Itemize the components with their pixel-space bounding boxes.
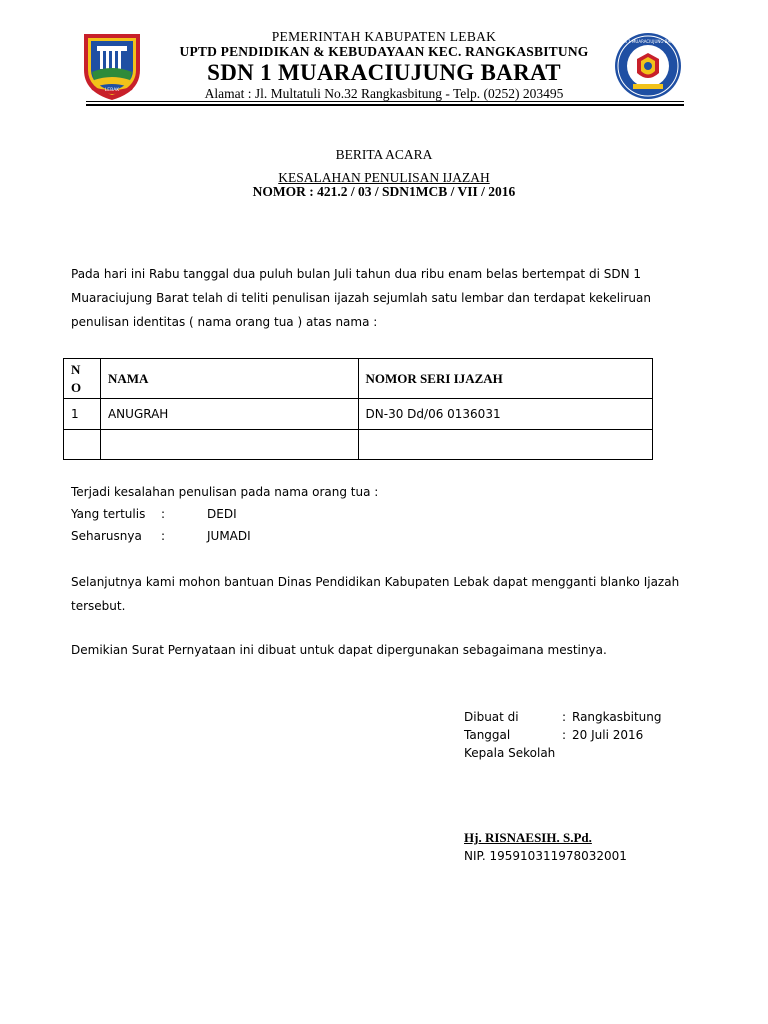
- written-colon: :: [161, 507, 166, 521]
- request-line-2: tersebut.: [71, 599, 126, 613]
- document-subtitle: KESALAHAN PENULISAN IJAZAH: [278, 170, 490, 185]
- written-label: Yang tertulis: [71, 507, 146, 521]
- written-value: DEDI: [207, 507, 237, 521]
- letterhead-government: PEMERINTAH KABUPATEN LEBAK: [271, 29, 497, 44]
- letterhead-divider-thick: [86, 104, 684, 106]
- table-header-row: [64, 359, 653, 399]
- should-label: Seharusnya: [71, 529, 142, 543]
- intro-line-3: penulisan identitas ( nama orang tua ) atas nama :: [71, 315, 378, 329]
- cell-nama: ANUGRAH: [100, 399, 358, 430]
- should-colon: :: [161, 529, 166, 543]
- signatory-name: Hj. RISNAESIH. S.Pd.: [464, 830, 592, 845]
- cell-seri: DN-30 Dd/06 0136031: [358, 399, 652, 430]
- place-colon: :: [562, 710, 567, 724]
- header-nama: NAMA: [100, 359, 358, 399]
- intro-line-1: Pada hari ini Rabu tanggal dua puluh bulan Juli tahun dua ribu enam belas bertempat di SDN 1: [71, 267, 641, 281]
- intro-line-2: Muaraciujung Barat telah di teliti penulisan ijazah sejumlah satu lembar dan terdapat kekeliruan: [71, 291, 651, 305]
- letterhead-school-name: SDN 1 MUARACIUJUNG BARAT: [207, 60, 561, 85]
- cell-no: [64, 430, 101, 460]
- cell-nama: [100, 430, 358, 460]
- header-no-line1: N: [71, 361, 81, 377]
- letterhead-divider-thin: [86, 101, 684, 102]
- signatory-position: Kepala Sekolah: [464, 746, 556, 760]
- svg-text:LEBAK: LEBAK: [104, 88, 120, 93]
- closing-statement: Demikian Surat Pernyataan ini dibuat untuk dapat dipergunakan sebagaimana mestinya.: [71, 643, 607, 657]
- cell-seri: [358, 430, 652, 460]
- svg-text:SDN 1 MUARACIUJUNG BARAT: SDN 1 MUARACIUJUNG BARAT: [618, 39, 678, 44]
- error-intro: Terjadi kesalahan penulisan pada nama orang tua :: [71, 485, 379, 499]
- letterhead-agency: UPTD PENDIDIKAN & KEBUDAYAAN KEC. RANGKASBITUNG: [179, 44, 589, 59]
- date-label: Tanggal: [464, 728, 511, 742]
- place-label: Dibuat di: [464, 710, 519, 724]
- request-line-1: Selanjutnya kami mohon bantuan Dinas Pendidikan Kabupaten Lebak dapat mengganti blanko Ijazah: [71, 575, 680, 589]
- should-value: JUMADI: [207, 529, 251, 543]
- signatory-nip: NIP. 195910311978032001: [464, 849, 627, 863]
- place-value: Rangkasbitung: [572, 710, 662, 724]
- document-number: NOMOR : 421.2 / 03 / SDN1MCB / VII / 2016: [252, 184, 516, 199]
- header-seri: NOMOR SERI IJAZAH: [358, 359, 652, 399]
- header-no-line2: O: [71, 379, 82, 395]
- table-row: [64, 399, 653, 430]
- diploma-table: [63, 358, 653, 460]
- table-row: [64, 430, 653, 460]
- document-title: BERITA ACARA: [335, 147, 433, 162]
- header-no: [64, 359, 101, 399]
- date-colon: :: [562, 728, 567, 742]
- date-value: 20 Juli 2016: [572, 728, 644, 742]
- letterhead-address: Alamat : Jl. Multatuli No.32 Rangkasbitung - Telp. (0252) 203495: [204, 86, 564, 101]
- cell-no: 1: [64, 399, 101, 430]
